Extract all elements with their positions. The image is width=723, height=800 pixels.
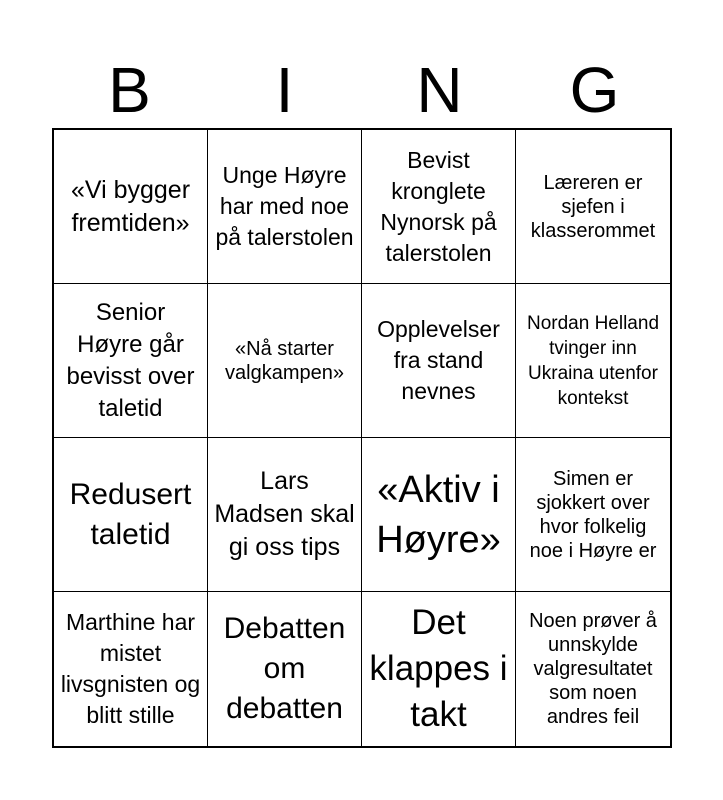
cell-text: Nordan Helland tvinger inn Ukraina utenfor kontekst	[526, 312, 660, 409]
bingo-cell[interactable]	[208, 284, 362, 438]
header-letter-g: G	[569, 54, 620, 126]
header-letter-n: N	[416, 54, 463, 126]
bingo-cell[interactable]	[54, 130, 208, 284]
header-letter-b: B	[108, 54, 151, 126]
cell-text: Det klappes i takt	[369, 603, 508, 734]
bingo-cell[interactable]	[516, 592, 670, 746]
cell-text: «Nå starter valgkampen»	[225, 337, 344, 384]
cell-text: Debatten om debatten	[223, 612, 346, 725]
bingo-cell[interactable]	[516, 130, 670, 284]
bingo-cell[interactable]	[54, 592, 208, 746]
bingo-cell[interactable]	[208, 438, 362, 592]
bingo-cell[interactable]	[208, 130, 362, 284]
bingo-cell[interactable]	[362, 592, 516, 746]
cell-text: Læreren er sjefen i klasserommet	[530, 171, 656, 242]
bingo-cell[interactable]	[54, 284, 208, 438]
cell-text: «Aktiv i Høyre»	[376, 468, 501, 561]
bingo-cell[interactable]	[54, 438, 208, 592]
cell-text: Marthine har mistet livsgnisten og blitt stille	[60, 609, 201, 728]
bingo-cell[interactable]	[516, 438, 670, 592]
bingo-board	[52, 128, 672, 748]
cell-text: Bevist kronglete Nynorsk på talerstolen	[380, 146, 497, 266]
cell-text: Opplevelser fra stand nevnes	[377, 316, 500, 404]
cell-text: «Vi bygger fremtiden»	[70, 175, 191, 237]
bingo-cell[interactable]	[362, 284, 516, 438]
cell-text: Lars Madsen skal gi oss tips	[214, 467, 355, 561]
cell-text: Redusert taletid	[69, 477, 192, 551]
bingo-cell[interactable]	[362, 130, 516, 284]
bingo-cell[interactable]	[516, 284, 670, 438]
cell-text: Senior Høyre går bevisst over taletid	[66, 298, 195, 422]
header-letter-i: I	[275, 54, 294, 126]
bingo-cell[interactable]	[362, 438, 516, 592]
cell-text: Noen prøver å unnskylde valgresultatet som noen andres feil	[529, 610, 657, 728]
bingo-cell[interactable]	[208, 592, 362, 746]
bingo-header	[52, 52, 672, 128]
cell-text: Unge Høyre har med noe på talerstolen	[215, 162, 354, 250]
cell-text: Simen er sjokkert over hvor folkelig noe i Høyre er	[529, 467, 657, 562]
